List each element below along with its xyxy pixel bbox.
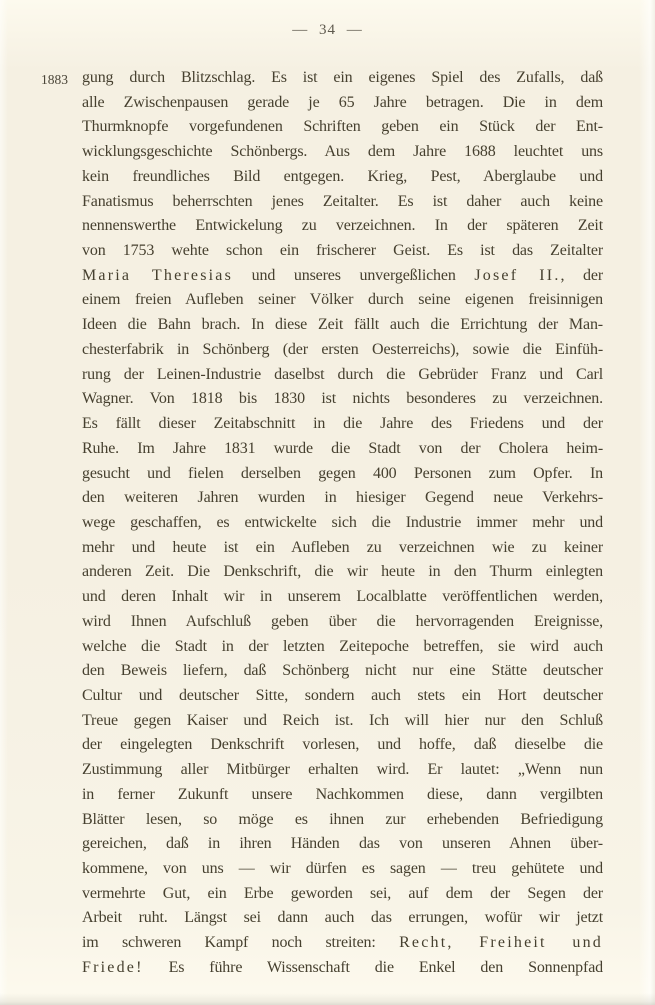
text-line <box>82 387 603 412</box>
text-line <box>82 808 603 833</box>
text-line <box>82 758 603 783</box>
emphasized-text: Josef II. <box>474 266 561 284</box>
text-segment: nennenswerthe Entwickelung zu verzeichnen. In der späteren Zeit <box>82 217 603 235</box>
text-segment: mehr und heute ist ein Aufleben zu verzeichnen wie zu keiner <box>82 538 603 556</box>
page-number-header: — 34 — <box>292 22 363 38</box>
text-segment: den Beweis liefern, daß Schönberg nicht nur eine Stätte deutscher <box>82 662 603 680</box>
text-line <box>82 412 603 437</box>
text-segment: Ruhe. Im Jahre 1831 wurde die Stadt von der Cholera heim- <box>82 439 603 457</box>
margin-year-note: 1883 <box>41 72 68 87</box>
page-right-edge <box>639 0 655 1005</box>
text-line <box>82 536 603 561</box>
text-segment: vermehrte Gut, ein Erbe geworden sei, auf dem der Segen der <box>82 884 603 902</box>
text-segment: alle Zwischenpausen gerade je 65 Jahre betragen. Die in dem <box>82 93 603 111</box>
text-segment: Fanatismus beherrschten jenes Zeitalter. Es ist daher auch keine <box>82 192 603 210</box>
text-segment: anderen Zeit. Die Denkschrift, die wir heute in den Thurm einlegten <box>82 563 603 581</box>
text-line <box>82 511 603 536</box>
text-segment: gung durch Blitzschlag. Es ist ein eigenes Spiel des Zufalls, daß <box>82 69 603 86</box>
text-line <box>82 313 603 338</box>
text-line <box>82 338 603 363</box>
text-line <box>82 906 603 931</box>
text-line <box>82 486 603 511</box>
text-line <box>82 363 603 388</box>
text-line <box>82 91 603 116</box>
text-segment: und deren Inhalt wir in unserem Localblatte veröffentlichen werden, <box>82 588 603 606</box>
text-line <box>82 709 603 734</box>
text-line <box>82 956 603 981</box>
text-segment: kommene, von uns — wir dürfen es sagen — treu gehütete und <box>82 860 603 877</box>
text-line <box>82 684 603 709</box>
text-segment: Wagner. Von 1818 bis 1830 ist nichts besonderes zu verzeichnen. <box>82 390 603 408</box>
text-segment: Es fällt dieser Zeitabschnitt in die Jahre des Friedens und der <box>82 415 603 433</box>
text-line <box>82 857 603 882</box>
text-line <box>82 140 603 165</box>
text-segment: einem freien Aufleben seiner Völker durch seine eigenen freisinnigen <box>82 291 603 309</box>
text-segment: , der <box>560 266 603 284</box>
text-segment: und unseres unvergeßlichen <box>233 266 475 284</box>
text-line <box>82 264 603 289</box>
text-segment: chesterfabrik in Schönberg (der ersten Oesterreichs), sowie die Einfüh- <box>82 340 603 358</box>
text-segment: wicklungsgeschichte Schönbergs. Aus dem Jahre 1688 leuchtet uns <box>82 143 603 161</box>
text-line <box>82 585 603 610</box>
text-segment: Blätter lesen, so möge es ihnen zur erhebenden Befriedigung <box>82 810 603 828</box>
text-segment: Arbeit ruht. Längst sei dann auch das errungen, wofür wir jetzt <box>82 909 603 927</box>
text-line <box>82 832 603 857</box>
emphasized-text: Recht, Freiheit und <box>399 934 603 952</box>
text-line <box>82 783 603 808</box>
text-segment: Zustimmung aller Mitbürger erhalten wird. Er lautet: „Wenn nun <box>82 761 603 779</box>
text-line <box>82 165 603 190</box>
text-line <box>82 437 603 462</box>
body-text-block <box>82 66 603 981</box>
emphasized-text: Friede! <box>82 958 144 976</box>
text-segment: der eingelegten Denkschrift vorlesen, und hoffe, daß dieselbe die <box>82 736 603 754</box>
text-segment: den weiteren Jahren wurden in hiesiger Gegend neue Verkehrs- <box>82 489 603 507</box>
text-line <box>82 462 603 487</box>
text-line <box>82 239 603 264</box>
text-segment: welche die Stadt in der letzten Zeitepoche betreffen, sie wird auch <box>82 637 603 655</box>
emphasized-text: Maria Theresias <box>82 266 234 284</box>
text-segment: Es führe Wissenschaft die Enkel den Sonnenpfad <box>143 958 603 976</box>
text-line <box>82 115 603 140</box>
text-line <box>82 931 603 956</box>
text-segment: in ferner Zukunft unsere Nachkommen diese, dann vergilbten <box>82 785 603 803</box>
text-segment: Cultur und deutscher Sitte, sondern auch stets ein Hort deutscher <box>82 686 603 704</box>
text-line <box>82 882 603 907</box>
text-line <box>82 733 603 758</box>
text-line <box>82 610 603 635</box>
text-line <box>82 560 603 585</box>
page-left-edge <box>0 0 8 1005</box>
text-segment: gereichen, daß in ihren Händen das von unseren Ahnen über- <box>82 835 603 853</box>
text-segment: von 1753 wehte schon ein frischerer Geist. Es ist das Zeitalter <box>82 242 603 260</box>
text-segment: wege geschaffen, es entwickelte sich die Industrie immer mehr und <box>82 513 603 531</box>
text-segment: Ideen die Bahn brach. In diese Zeit fällt auch die Errichtung der Man- <box>82 316 603 334</box>
text-segment: Thurmknopfe vorgefundenen Schriften geben ein Stück der Ent- <box>82 118 603 136</box>
text-line <box>82 214 603 239</box>
page-bottom-edge <box>0 993 655 1005</box>
text-segment: kein freundliches Bild entgegen. Krieg, Pest, Aberglaube und <box>82 167 603 185</box>
text-segment: Treue gegen Kaiser und Reich ist. Ich will hier nur den Schluß <box>82 711 603 729</box>
text-line <box>82 659 603 684</box>
text-segment: gesucht und fielen derselben gegen 400 Personen zum Opfer. In <box>82 464 603 482</box>
text-line <box>82 66 603 91</box>
text-line <box>82 190 603 215</box>
text-segment: rung der Leinen-Industrie daselbst durch die Gebrüder Franz und Carl <box>82 365 603 383</box>
text-segment: wird Ihnen Aufschluß geben über die hervorragenden Ereignisse, <box>82 612 603 630</box>
text-segment: im schweren Kampf noch streiten: <box>82 934 400 952</box>
text-line <box>82 635 603 660</box>
text-line <box>82 288 603 313</box>
